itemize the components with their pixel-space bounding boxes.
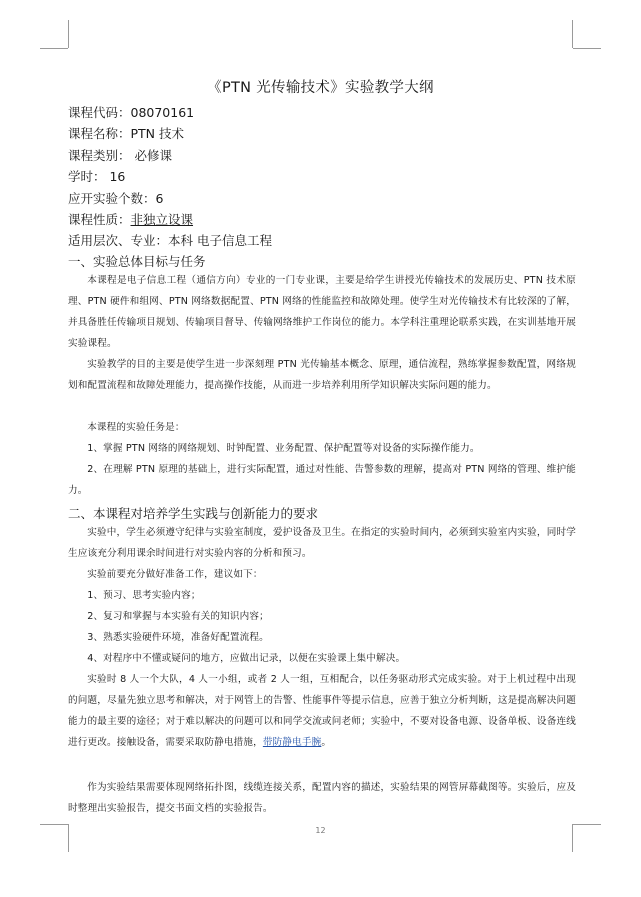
section-2-paragraph-3 <box>68 669 576 753</box>
page-number: 12 <box>315 826 326 835</box>
crop-mark-top-left-h <box>40 48 68 49</box>
antistatic-wrist-text: 带防静电手腕 <box>262 737 322 748</box>
course-level: 适用层次、专业：本科 电子信息工程 <box>68 233 272 248</box>
course-nature <box>68 210 588 228</box>
section-2-paragraph-1: 实验中，学生必须遵守纪律与实验室制度，爱护设备及卫生。在指定的实验时间内，必须到实验室内实验，同时学生应该充分利用课余时间进行对实验内容的分析和预习。 <box>68 527 576 559</box>
course-hours: 学时： 16 <box>68 169 126 184</box>
section-1-paragraph-2: 实验教学的目的主要是使学生进一步深刻理 PTN 光传输基本概念、原理，通信流程，熟练掌握参数配置，网络规划和配置流程和故障处理能力，提高操作技能，从而进一步培养利用所学知识解决实际问题的能力。 <box>68 359 576 391</box>
section-2-heading: 二、本课程对培养学生实践与创新能力的要求 <box>68 506 319 521</box>
section-2-item-2: 2、复习和掌握与本实验有关的知识内容； <box>87 611 269 622</box>
crop-mark-bottom-left-h <box>40 824 68 825</box>
section-1-heading: 一、实验总体目标与任务 <box>68 254 206 269</box>
section-2-paragraph-3-end: 。 <box>321 737 332 748</box>
section-1-paragraph-3: 本课程的实验任务是： <box>87 422 185 433</box>
section-2-paragraph-3-text: 实验时 8 人一个大队，4 人一小组，或者 2 人一组，互相配合，以任务驱动形式完成实验。对于上机过程中出现的问题，尽量先独立思考和解决，对于网管上的告警、性能事件等提示信息，应善于独立分析判断，这是提高解决问题能力的最主要的途径；对于难以解决的问题可以和同学交流或问老师；实验中，不要对设备电源、设备单板、设备连线进行更改。接触设备，需要采取防静电措施， <box>68 674 576 748</box>
course-category: 课程类别： 必修课 <box>68 148 172 163</box>
crop-mark-bottom-right-h <box>573 824 601 825</box>
section-2-paragraph-4: 作为实验结果需要体现网络拓扑图，线缆连接关系，配置内容的描述，实验结果的网管屏幕截图等。实验后，应及时整理出实验报告，提交书面文档的实验报告。 <box>68 782 576 814</box>
course-nature-value: 非独立设课 <box>130 212 194 227</box>
section-1-item-2: 2、在理解 PTN 原理的基础上，进行实际配置，通过对性能、告警参数的理解，提高对 PTN 网络的管理、维护能力。 <box>68 464 576 496</box>
section-2-paragraph-2: 实验前要充分做好准备工作，建议如下： <box>87 569 263 580</box>
course-name: 课程名称：PTN 技术 <box>68 126 184 141</box>
crop-mark-top-right-v <box>572 20 573 48</box>
crop-mark-top-right-h <box>573 48 601 49</box>
document-title: 《PTN 光传输技术》实验教学大纲 <box>207 80 434 96</box>
section-2-item-1: 1、预习、思考实验内容； <box>87 590 201 601</box>
experiment-count: 应开实验个数：6 <box>68 191 164 206</box>
course-code: 课程代码：08070161 <box>68 105 195 120</box>
section-1-paragraph-1: 本课程是电子信息工程（通信方向）专业的一门专业课，主要是给学生讲授光传输技术的发展历史、PTN 技术原理、PTN 硬件和组网、PTN 网络数据配置、PTN 网络的性能监控和故障处理。使学生对光传输技术有比较深的了解，并具备胜任传输项目规划、传输项目督导、传输网络维护工作岗位的能力。本学科注重理论联系实践，在实训基地开展实验课程。 <box>68 275 576 349</box>
section-1-item-1: 1、掌握 PTN 网络的网络规划、时钟配置、业务配置、保护配置等对设备的实际操作能力。 <box>87 443 480 454</box>
section-2-item-3: 3、熟悉实验硬件环境，准备好配置流程。 <box>87 632 269 643</box>
section-2-item-4: 4、对程序中不懂或疑问的地方，应做出记录，以便在实验课上集中解决。 <box>87 653 406 664</box>
course-nature-label: 课程性质： <box>68 212 131 227</box>
crop-mark-top-left-v <box>68 20 69 48</box>
